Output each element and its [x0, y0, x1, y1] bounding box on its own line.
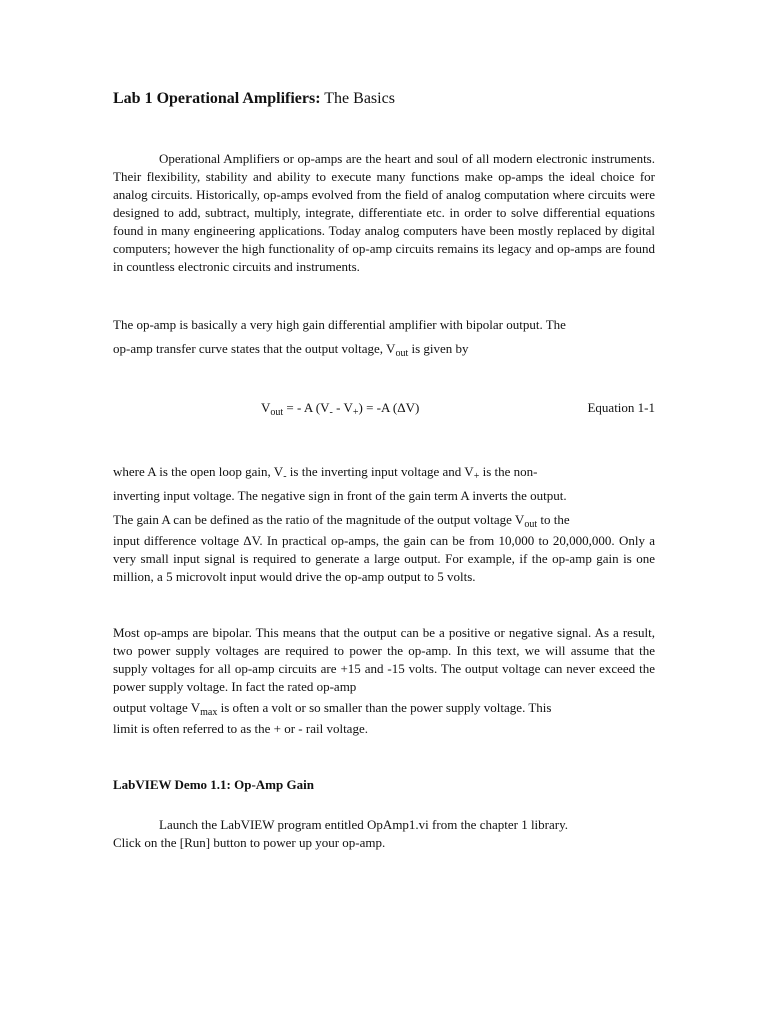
p5-line1: Launch the LabVIEW program entitled OpAmp1.vi from the chapter 1 library.: [159, 817, 569, 832]
paragraph-gain: [113, 460, 655, 586]
p5-line2: Click on the [Run] button to power up your op-amp.: [113, 835, 386, 850]
p3-line-b: inverting input voltage. The negative sign in front of the gain term A inverts the output.: [113, 488, 567, 503]
p2-line1: The op-amp is basically a very high gain differential amplifier with bipolar output. The: [113, 317, 566, 332]
equation-1-1: [113, 400, 655, 420]
paragraph-intro: Operational Amplifiers or op-amps are the heart and soul of all modern electronic instruments. Their flexibility, stability and ability to execute many functions make op-amps the ideal choice for analog circuits. Historically, op-amps evolved from the field of analog computation where circuits were designed to add, subtract, multiply, integrate, differentiate etc. in order to solve differential equations found in many engineering applications. Today analog computers have been mostly replaced by digital computers; however the high functionality of op-amp circuits remains its legacy and op-amps are found in countless electronic circuits and instruments.: [113, 151, 655, 274]
p4-line-c: limit is often referred to as the + or - rail voltage.: [113, 721, 368, 736]
p3-line-c: The gain A can be defined as the ratio of the magnitude of the output voltage $V_{out}$ to the: [113, 512, 570, 530]
p3-line-a: where A is the open loop gain, $V_-$ is the inverting input voltage and $V_+$ is the non-: [113, 464, 538, 482]
equation-expression: $V_{out}$ = - A $(V_- - V_+) = -A$ (ΔV): [261, 400, 420, 418]
p4-line-b: output voltage $V_{max}$ is often a volt or so smaller than the power supply voltage. This: [113, 700, 552, 718]
equation-label: Equation 1-1: [587, 400, 655, 415]
p2-line2-pre: op-amp transfer curve states that the output voltage, V: [113, 341, 396, 356]
title-rest: The Basics: [320, 90, 395, 107]
paragraph-bipolar: [113, 624, 655, 738]
p4-text-a: Most op-amps are bipolar. This means that the output can be a positive or negative signal. As a result, two power supply voltages are required to power the op-amp. In this text, we will assume that the supply voltages for all op-amp circuits are +15 and -15 volts. The output voltage can never exceed the power supply voltage. In fact the rated op-amp: [113, 625, 655, 694]
title-bold: Lab 1 Operational Amplifiers:: [113, 90, 321, 107]
p2-line2-sub: out: [395, 348, 409, 359]
p2-line2-post: is given by: [408, 341, 469, 356]
paragraph-transfer-curve: [113, 313, 655, 361]
section-heading: LabVIEW Demo 1.1: Op-Amp Gain: [113, 777, 314, 792]
page-title: [113, 90, 395, 108]
p3-rest: input difference voltage ΔV. In practical op-amps, the gain can be from 10,000 to 20,000,000. Only a very small input signal is required to generate a large output. For example, if the op-amp gain is one million, a 5 microvolt input would drive the op-amp output to 5 volts.: [113, 533, 655, 584]
paragraph-launch: [113, 816, 655, 852]
